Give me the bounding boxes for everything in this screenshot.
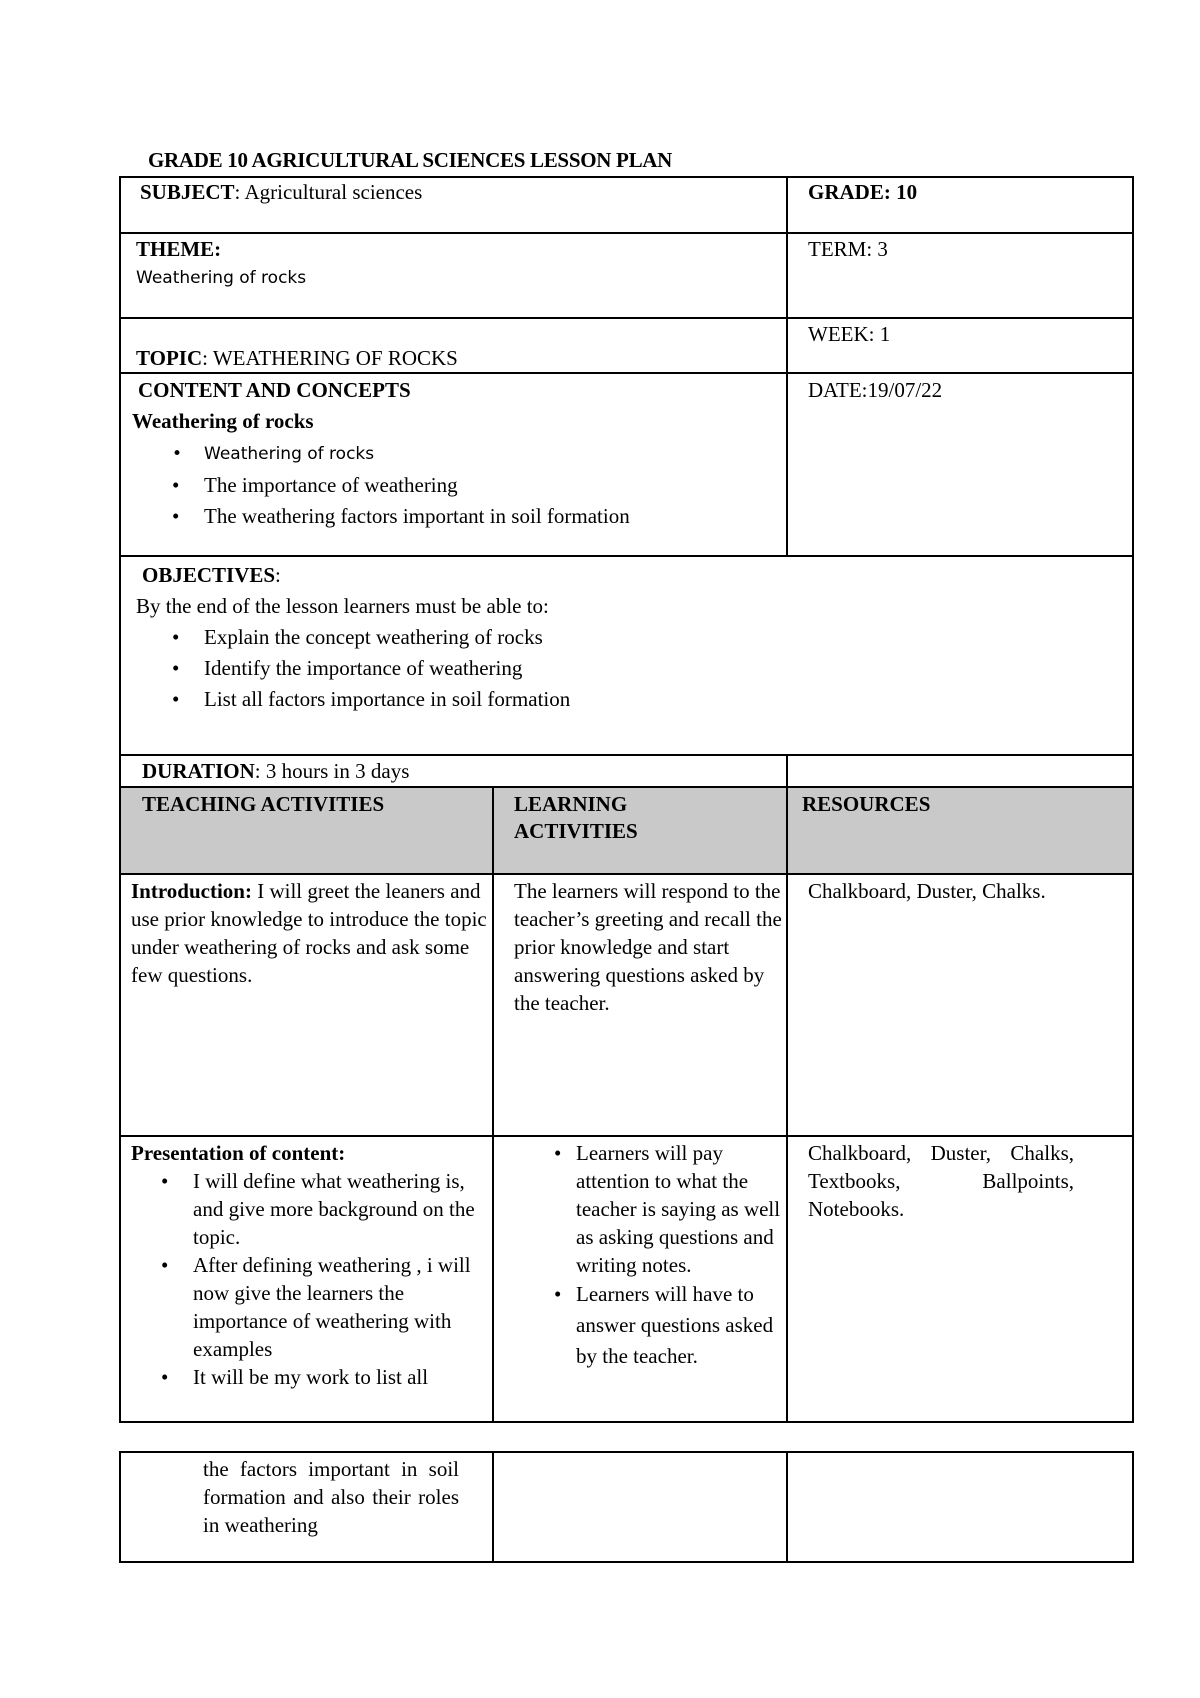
table-border (119, 1421, 1134, 1423)
table-border (119, 232, 1134, 234)
table-border (119, 754, 1134, 756)
list-item: • After defining weathering , i will now give the learners the importance of weathering with examples (121, 1251, 491, 1363)
table-border (119, 372, 1134, 374)
content-cell (132, 377, 782, 532)
presentation-teaching-list (121, 1167, 491, 1391)
introduction-label: Introduction: (131, 879, 252, 903)
content-subheading: Weathering of rocks (132, 409, 314, 433)
topic-label: TOPIC (136, 346, 203, 370)
presentation-resources-text: Chalkboard, Duster, Chalks, Textbooks, Ballpoints, Notebooks. (808, 1141, 1074, 1221)
table-border (786, 176, 788, 555)
table-border (119, 1561, 1134, 1563)
theme-cell (136, 236, 776, 292)
week-cell (808, 321, 1128, 348)
list-item: • It will be my work to list all (121, 1363, 491, 1391)
subject-label: SUBJECT (140, 180, 235, 204)
content-list (132, 439, 782, 532)
date-cell (808, 377, 1128, 404)
presentation-label: Presentation of content: (131, 1141, 346, 1165)
list-item: • Explain the concept weathering of rocks (132, 622, 1126, 653)
list-item: • I will define what weathering is, and give more background on the topic. (121, 1167, 491, 1251)
objectives-intro: By the end of the lesson learners must be able to: (136, 594, 549, 618)
topic-cell (136, 345, 776, 372)
list-item: • Learners will pay attention to what the teacher is saying as well as asking questions and writing notes. (514, 1139, 786, 1279)
learning-activities-header (514, 791, 714, 845)
topic-value: : WEATHERING OF ROCKS (202, 346, 458, 370)
term-cell (808, 236, 1128, 263)
table-border (1132, 1451, 1134, 1563)
objectives-cell (136, 560, 1126, 715)
header-label: LEARNING ACTIVITIES (514, 792, 638, 843)
table-border (492, 786, 494, 1422)
teaching-activities-header (142, 791, 482, 818)
introduction-resources-text: Chalkboard, Duster, Chalks. (808, 879, 1046, 903)
continuation-text: the factors important in soil formation and also their roles in weathering (203, 1457, 459, 1537)
table-border (119, 1451, 1134, 1453)
table-border (119, 317, 1134, 319)
list-item: • Identify the importance of weathering (132, 653, 1126, 684)
continuation-teaching (203, 1455, 459, 1539)
introduction-teaching (131, 877, 491, 989)
duration-cell (142, 758, 782, 785)
list-item: • Learners will have to answer questions asked by the teacher. (514, 1279, 786, 1372)
date-value: DATE:19/07/22 (808, 378, 943, 402)
introduction-resources (808, 877, 1128, 905)
table-border (786, 1451, 788, 1563)
header-label: RESOURCES (802, 792, 931, 816)
introduction-learning (514, 877, 784, 1017)
grade-value: GRADE: 10 (808, 180, 918, 204)
presentation-learning (514, 1139, 786, 1372)
table-border (1132, 176, 1134, 1423)
table-border (119, 1135, 1134, 1137)
table-border (119, 1451, 121, 1563)
content-label: CONTENT AND CONCEPTS (138, 378, 411, 402)
presentation-learning-list (514, 1139, 786, 1372)
presentation-resources (808, 1139, 1074, 1223)
objectives-label: OBJECTIVES (142, 563, 276, 587)
list-item: • The importance of weathering (132, 470, 782, 501)
list-item: • List all factors importance in soil formation (132, 684, 1126, 715)
week-value: WEEK: 1 (808, 322, 891, 346)
table-border (119, 176, 1134, 178)
subject-cell (140, 179, 780, 206)
table-border (786, 754, 788, 1422)
subject-value: : Agricultural sciences (234, 180, 423, 204)
introduction-teaching-text: I will greet the leaners and use prior knowledge to introduce the topic under weathering of rocks and ask some few questions. (131, 879, 487, 987)
objectives-list (132, 622, 1126, 715)
duration-label: DURATION (142, 759, 255, 783)
header-label: TEACHING ACTIVITIES (142, 792, 385, 816)
list-item: • Weathering of rocks (132, 439, 782, 470)
table-border (119, 786, 1134, 788)
theme-value: Weathering of rocks (136, 268, 307, 288)
grade-cell (808, 179, 1128, 206)
term-value: TERM: 3 (808, 237, 888, 261)
list-item: • The weathering factors important in soil formation (132, 501, 782, 532)
table-border (119, 555, 1134, 557)
presentation-teaching (131, 1139, 491, 1391)
objectives-colon: : (275, 563, 281, 587)
theme-label: THEME: (136, 237, 222, 261)
page-title: GRADE 10 AGRICULTURAL SCIENCES LESSON PLAN (148, 148, 673, 172)
duration-value: : 3 hours in 3 days (254, 759, 410, 783)
resources-header (802, 791, 1122, 818)
introduction-learning-text: The learners will respond to the teacher’s greeting and recall the prior knowledge and start answering questions asked by the teacher. (514, 879, 782, 1015)
table-border (492, 1451, 494, 1563)
table-border (119, 873, 1134, 875)
